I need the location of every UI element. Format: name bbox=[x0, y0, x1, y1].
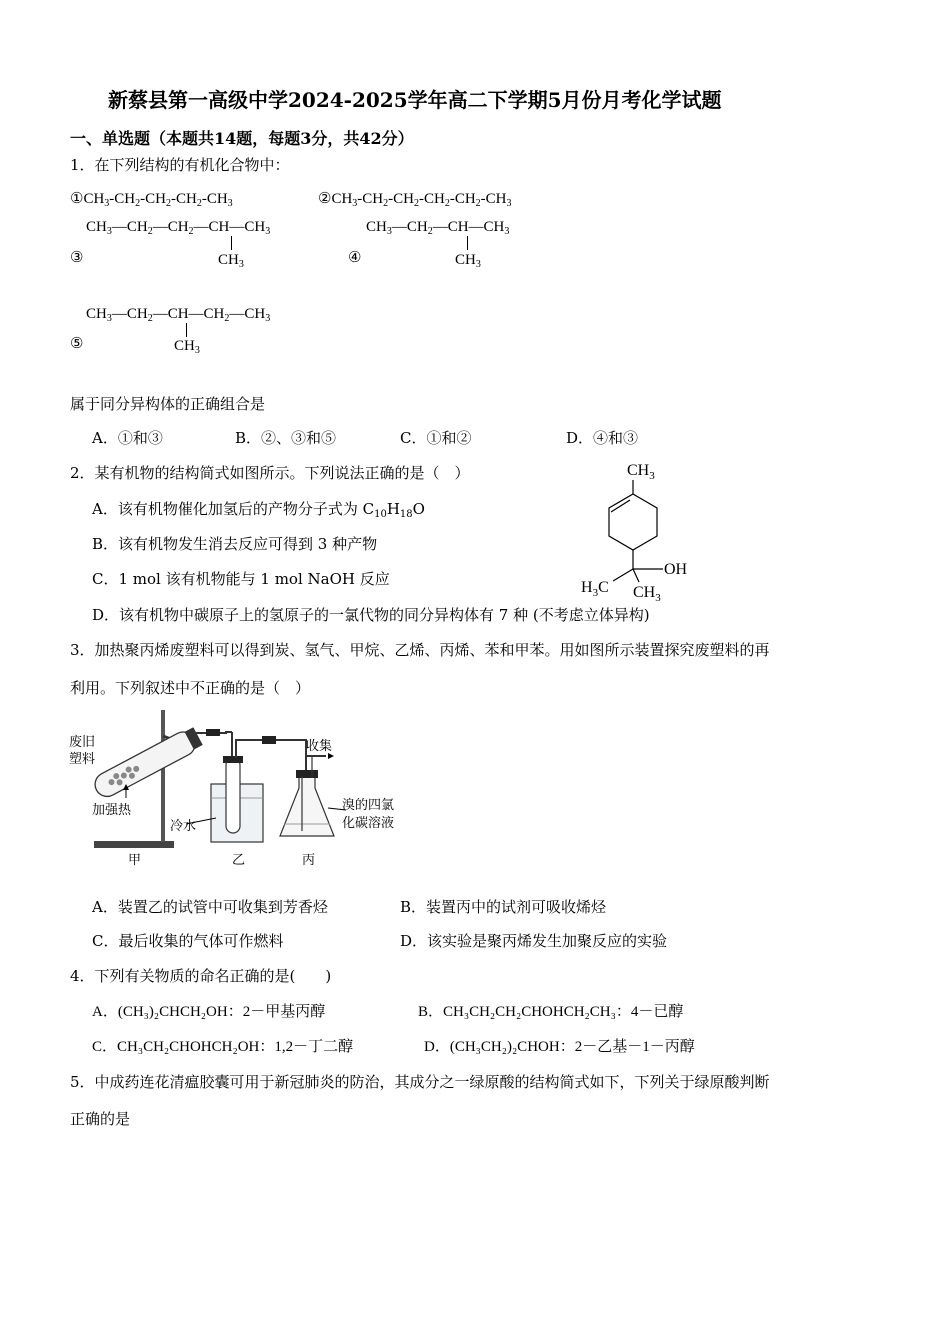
q1-structure-5: $CH_3—CH_2—CH—CH_2—CH_3$ bbox=[86, 306, 271, 324]
section-heading: 一、单选题（本题共14题，每题3分，共42分） bbox=[70, 129, 414, 148]
label-jia: 甲 bbox=[128, 852, 142, 867]
label-bromine-1: 溴的四氯 bbox=[342, 797, 395, 812]
label-waste-1: 废旧 bbox=[69, 734, 96, 749]
mol-ch3-bottom: $CH_3$ bbox=[633, 584, 661, 601]
q1-structure-4: $CH_3—CH_2—CH—CH_3$ bbox=[366, 219, 510, 237]
q1-stem: 1．在下列结构的有机化合物中： bbox=[70, 156, 290, 174]
q2-option-a bbox=[92, 500, 425, 518]
q5-stem-line2: 正确的是 bbox=[70, 1110, 131, 1128]
q3-option-b: B．装置丙中的试剂可吸收烯烃 bbox=[400, 898, 607, 916]
q2-option-a-text: A．该有机物催化加氢后的产物分子式为 C bbox=[92, 500, 375, 518]
q1-s5-bond bbox=[186, 323, 187, 337]
q1-s5-branch: $CH_3$ bbox=[174, 338, 200, 356]
label-collect: 收集 bbox=[306, 738, 333, 753]
q2-sub-10: 10 bbox=[374, 509, 387, 520]
mol-oh: OH bbox=[664, 561, 688, 578]
q1-option-b: B．②、③和⑤ bbox=[235, 429, 337, 447]
q1-question: 属于同分异构体的正确组合是 bbox=[70, 395, 266, 413]
q2-h: H bbox=[386, 500, 400, 518]
q2-option-c: C．1 mol 该有机物能与 1 mol NaOH 反应 bbox=[92, 570, 390, 588]
q2-sub-18: 18 bbox=[399, 509, 413, 520]
q4-option-b: B．CH₃CH₂CH₂CHOHCH₂CH₃：4－已醇 bbox=[418, 1004, 684, 1020]
q1-s4-branch: $CH_3$ bbox=[455, 252, 481, 270]
q3-stem-line2: 利用。下列叙述中不正确的是（ ） bbox=[70, 679, 311, 697]
q1-structure-2: $②CH_3-CH_2-CH_2-CH_2-CH_2-CH_3$ bbox=[318, 191, 512, 209]
q1-structure-1: $①CH_3-CH_2-CH_2-CH_2-CH_3$ bbox=[70, 191, 233, 209]
q2-o: O bbox=[412, 500, 425, 518]
q1-option-a: A．①和③ bbox=[92, 429, 163, 447]
q2-option-b: B．该有机物发生消去反应可得到 3 种产物 bbox=[92, 535, 378, 553]
label-waste-2: 塑料 bbox=[69, 751, 96, 766]
label-bing: 丙 bbox=[302, 852, 316, 867]
q3-apparatus-diagram bbox=[66, 706, 426, 876]
q2-stem: 2．某有机物的结构简式如图所示。下列说法正确的是（ ） bbox=[70, 464, 470, 482]
q1-s3-branch: $CH_3$ bbox=[218, 252, 244, 270]
q2-option-d: D．该有机物中碳原子上的氢原子的一氯代物的同分异构体有 7 种 (不考虑立体异构) bbox=[92, 606, 650, 624]
q1-structure-3: $CH_3—CH_2—CH_2—CH—CH_3$ bbox=[86, 219, 271, 237]
q4-option-d: D．(CH₃CH₂)₂CHOH：2－乙基－1－丙醇 bbox=[424, 1039, 695, 1055]
label-yi: 乙 bbox=[232, 852, 246, 867]
page-title: 新蔡县第一高级中学2024-2025学年高二下学期5月份月考化学试题 bbox=[108, 88, 722, 112]
q1-mark-2: ② bbox=[318, 191, 332, 207]
mol-ch3-top: $CH_3$ bbox=[627, 462, 655, 482]
mol-h3c: $H_3C$ bbox=[581, 579, 609, 599]
q1-option-c: C．①和② bbox=[400, 429, 472, 447]
q3-stem-line1: 3．加热聚丙烯废塑料可以得到炭、氢气、甲烷、乙烯、丙烯、苯和甲苯。用如图所示装置探究废塑料的再 bbox=[70, 641, 770, 659]
q3-option-a: A．装置乙的试管中可收集到芳香烃 bbox=[92, 898, 328, 916]
label-cold-water: 冷水 bbox=[170, 818, 197, 833]
q1-mark-4: ④ bbox=[348, 248, 362, 266]
q1-mark-3: ③ bbox=[70, 248, 84, 266]
q1-s4-bond bbox=[467, 236, 468, 250]
q1-mark-5: ⑤ bbox=[70, 334, 84, 352]
q1-mark-1: ① bbox=[70, 191, 84, 207]
q4-option-a: A．(CH₃)₂CHCH₂OH：2－甲基丙醇 bbox=[92, 1004, 326, 1020]
label-bromine-2: 化碳溶液 bbox=[342, 815, 395, 830]
q3-option-d: D．该实验是聚丙烯发生加聚反应的实验 bbox=[400, 932, 668, 950]
q1-s3-bond bbox=[231, 236, 232, 250]
label-heat: 加强热 bbox=[92, 802, 132, 817]
q4-stem: 4．下列有关物质的命名正确的是( ) bbox=[70, 967, 332, 985]
q3-option-c: C．最后收集的气体可作燃料 bbox=[92, 932, 284, 950]
q5-stem-line1: 5．中成药连花清瘟胶囊可用于新冠肺炎的防治，其成分之一绿原酸的结构简式如下，下列关于绿原酸判断 bbox=[70, 1073, 770, 1091]
q2-molecule-diagram bbox=[575, 456, 705, 601]
q4-option-c: C．CH₃CH₂CHOHCH₂OH：1,2－丁二醇 bbox=[92, 1039, 354, 1055]
q1-option-d: D．④和③ bbox=[566, 429, 639, 447]
